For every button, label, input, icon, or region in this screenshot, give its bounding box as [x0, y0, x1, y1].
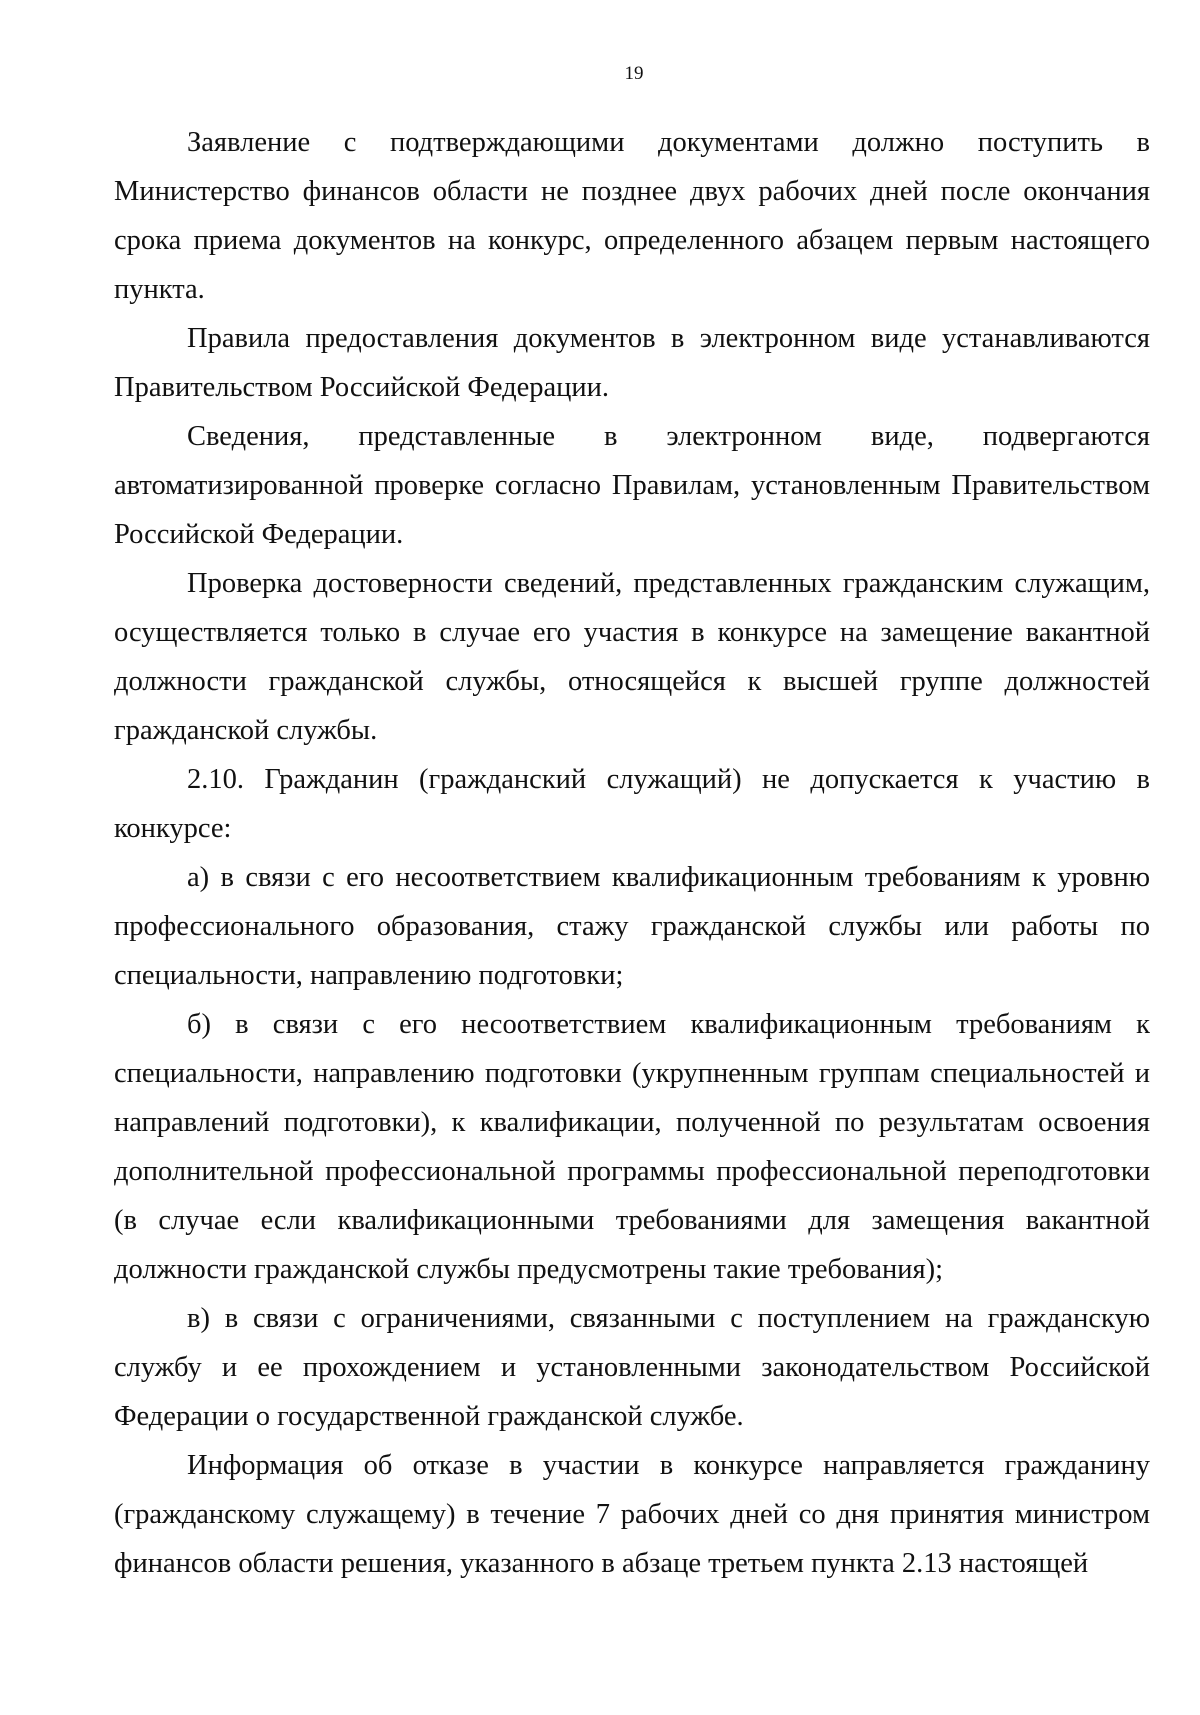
paragraph-electronic-verification: Сведения, представленные в электронном виде, подвергаются автоматизированной проверке согласно Правилам, установленным Правительством Российской Федерации.	[114, 421, 1150, 550]
paragraph-reliability-check: Проверка достоверности сведений, представленных гражданским служащим, осуществляется только в случае его участия в конкурсе на замещение вакантной должности гражданской службы, относящейся к высшей группе должностей гражданской службы.	[114, 568, 1150, 746]
paragraph-item-b: б) в связи с его несоответствием квалификационным требованиям к специальности, направлению подготовки (укрупненным группам специальностей и направлений подготовки), к квалификации, полученной по результатам освоения дополнительной профессиональной программы профессиональной переподготовки (в случае если квалификационными требованиями для замещения вакантной должности гражданской службы предусмотрены такие требования);	[114, 1009, 1150, 1285]
paragraph-section-2-10: 2.10. Гражданин (гражданский служащий) не допускается к участию в конкурсе:	[114, 764, 1150, 844]
page-number: 19	[624, 63, 644, 84]
document-body	[114, 118, 1150, 1588]
paragraph-refusal-notice: Информация об отказе в участии в конкурсе направляется гражданину (гражданскому служащему) в течение 7 рабочих дней со дня принятия министром финансов области решения, указанного в абзаце третьем пункта 2.13 настоящей	[114, 1450, 1150, 1579]
paragraph-item-a: а) в связи с его несоответствием квалификационным требованиям к уровню профессионального образования, стажу гражданской службы или работы по специальности, направлению подготовки;	[114, 862, 1150, 991]
paragraph-application-deadline: Заявление с подтверждающими документами должно поступить в Министерство финансов области не позднее двух рабочих дней после окончания срока приема документов на конкурс, определенного абзацем первым настоящего пункта.	[114, 127, 1150, 305]
paragraph-item-v: в) в связи с ограничениями, связанными с поступлением на гражданскую службу и ее прохождением и установленными законодательством Российской Федерации о государственной гражданской службе.	[114, 1303, 1150, 1432]
paragraph-electronic-rules: Правила предоставления документов в электронном виде устанавливаются Правительством Российской Федерации.	[114, 323, 1150, 403]
